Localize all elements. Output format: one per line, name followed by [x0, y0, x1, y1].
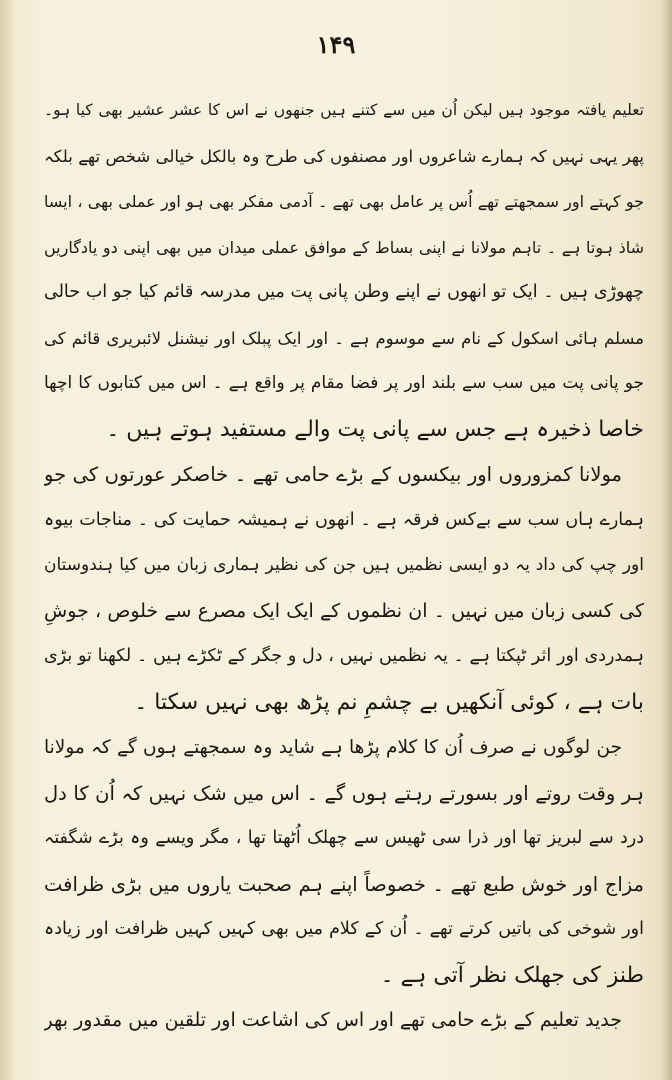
- text-line: مولانا کمزوروں اور بیکسوں کے بڑے حامی تھے ۔ خاصکر عورتوں کی جو: [44, 463, 622, 486]
- text-line: مزاج اور خوش طبع تھے ۔ خصوصاً اپنے ہم صحبت یاروں میں بڑی ظرافت: [44, 872, 644, 896]
- text-line: ہمدردی اور اثر ٹپکتا ہے ۔ یہ نظمیں نہیں ، دل و جگر کے ٹکڑے ہیں ۔ لکھنا تو بڑی: [44, 646, 644, 666]
- text-line: شاذ ہوتا ہے ۔ تاہم مولانا نے اپنی بساط کے موافق عملی میدان میں بھی اپنی دو یادگاریں: [44, 237, 644, 257]
- text-line: خاصا ذخیرہ ہے جس سے پانی پت والے مستفید ہوتے ہیں ۔: [106, 416, 644, 442]
- page-binding-edge: [0, 0, 14, 1080]
- text-line: ہر وقت روتے اور بسورتے رہتے ہوں گے ۔ اس میں شک نہیں کہ اُن کا دل: [44, 781, 644, 805]
- text-line: کی کسی زبان میں نہیں ۔ ان نظموں کے ایک ایک مصرع سے خلوص ، جوشِ: [44, 599, 644, 622]
- text-line: تعلیم یافتہ موجود ہیں لیکن اُن میں سے کتنے ہیں جنھوں نے اس کا عشر عشیر بھی کیا ہو۔: [44, 101, 644, 119]
- text-line: جو پانی پت میں سب سے بلند اور پر فضا مقام پر واقع ہے ۔ اس میں کتابوں کا اچھا: [44, 373, 644, 393]
- text-line: جدید تعلیم کے بڑے حامی تھے اور اس کی اشاعت اور تلقین میں مقدور بھر: [44, 1009, 622, 1031]
- text-line: پھر یہی نہیں کہ ہمارے شاعروں اور مصنفوں کی طرح وہ بالکل خیالی شخص تھے بلکہ: [44, 146, 644, 166]
- text-line: جو کہتے اور سمجھتے تھے اُس پر عامل بھی تھے ۔ آدمی مفکر بھی ہو اور عملی بھی ، ایسا: [44, 192, 644, 211]
- page-right-shadow: [662, 0, 672, 1080]
- text-line: اور شوخی کی باتیں کرتے تھے ۔ اُن کے کلام میں بھی کہیں کہیں ظرافت اور زیادہ: [44, 919, 644, 939]
- page-number: ۱۴۹: [316, 30, 356, 59]
- text-line: اور چپ کی داد یہ دو ایسی نظمیں ہیں جن کی نظیر ہماری زبان میں کیا ہندوستان: [44, 555, 644, 575]
- text-line: بات ہے ، کوئی آنکھیں بے چشمِ نم پڑھ بھی نہیں سکتا ۔: [134, 689, 644, 715]
- urdu-body-text: [44, 88, 644, 1044]
- text-line: طنز کی جھلک نظر آتی ہے ۔: [380, 962, 644, 988]
- text-line: چھوڑی ہیں ۔ ایک تو انھوں نے اپنے وطن پانی پت میں مدرسہ قائم کیا جو اب حالی: [44, 282, 644, 302]
- text-line: جن لوگوں نے صرف اُن کا کلام پڑھا ہے شاید وہ سمجھتے ہوں گے کہ مولانا: [44, 737, 622, 758]
- text-line: مسلم ہائی اسکول کے نام سے موسوم ہے ۔ اور ایک پبلک اور نیشنل لائبریری قائم کی: [44, 328, 644, 348]
- text-line: ہمارے ہاں سب سے بےکس فرقہ ہے ۔ انھوں نے ہمیشہ حمایت کی ۔ مناجات بیوہ: [44, 509, 644, 530]
- text-line: درد سے لبریز تھا اور ذرا سی ٹھیس سے چھلک اُٹھتا تھا ، مگر ویسے وہ بڑے شگفتہ: [44, 828, 644, 848]
